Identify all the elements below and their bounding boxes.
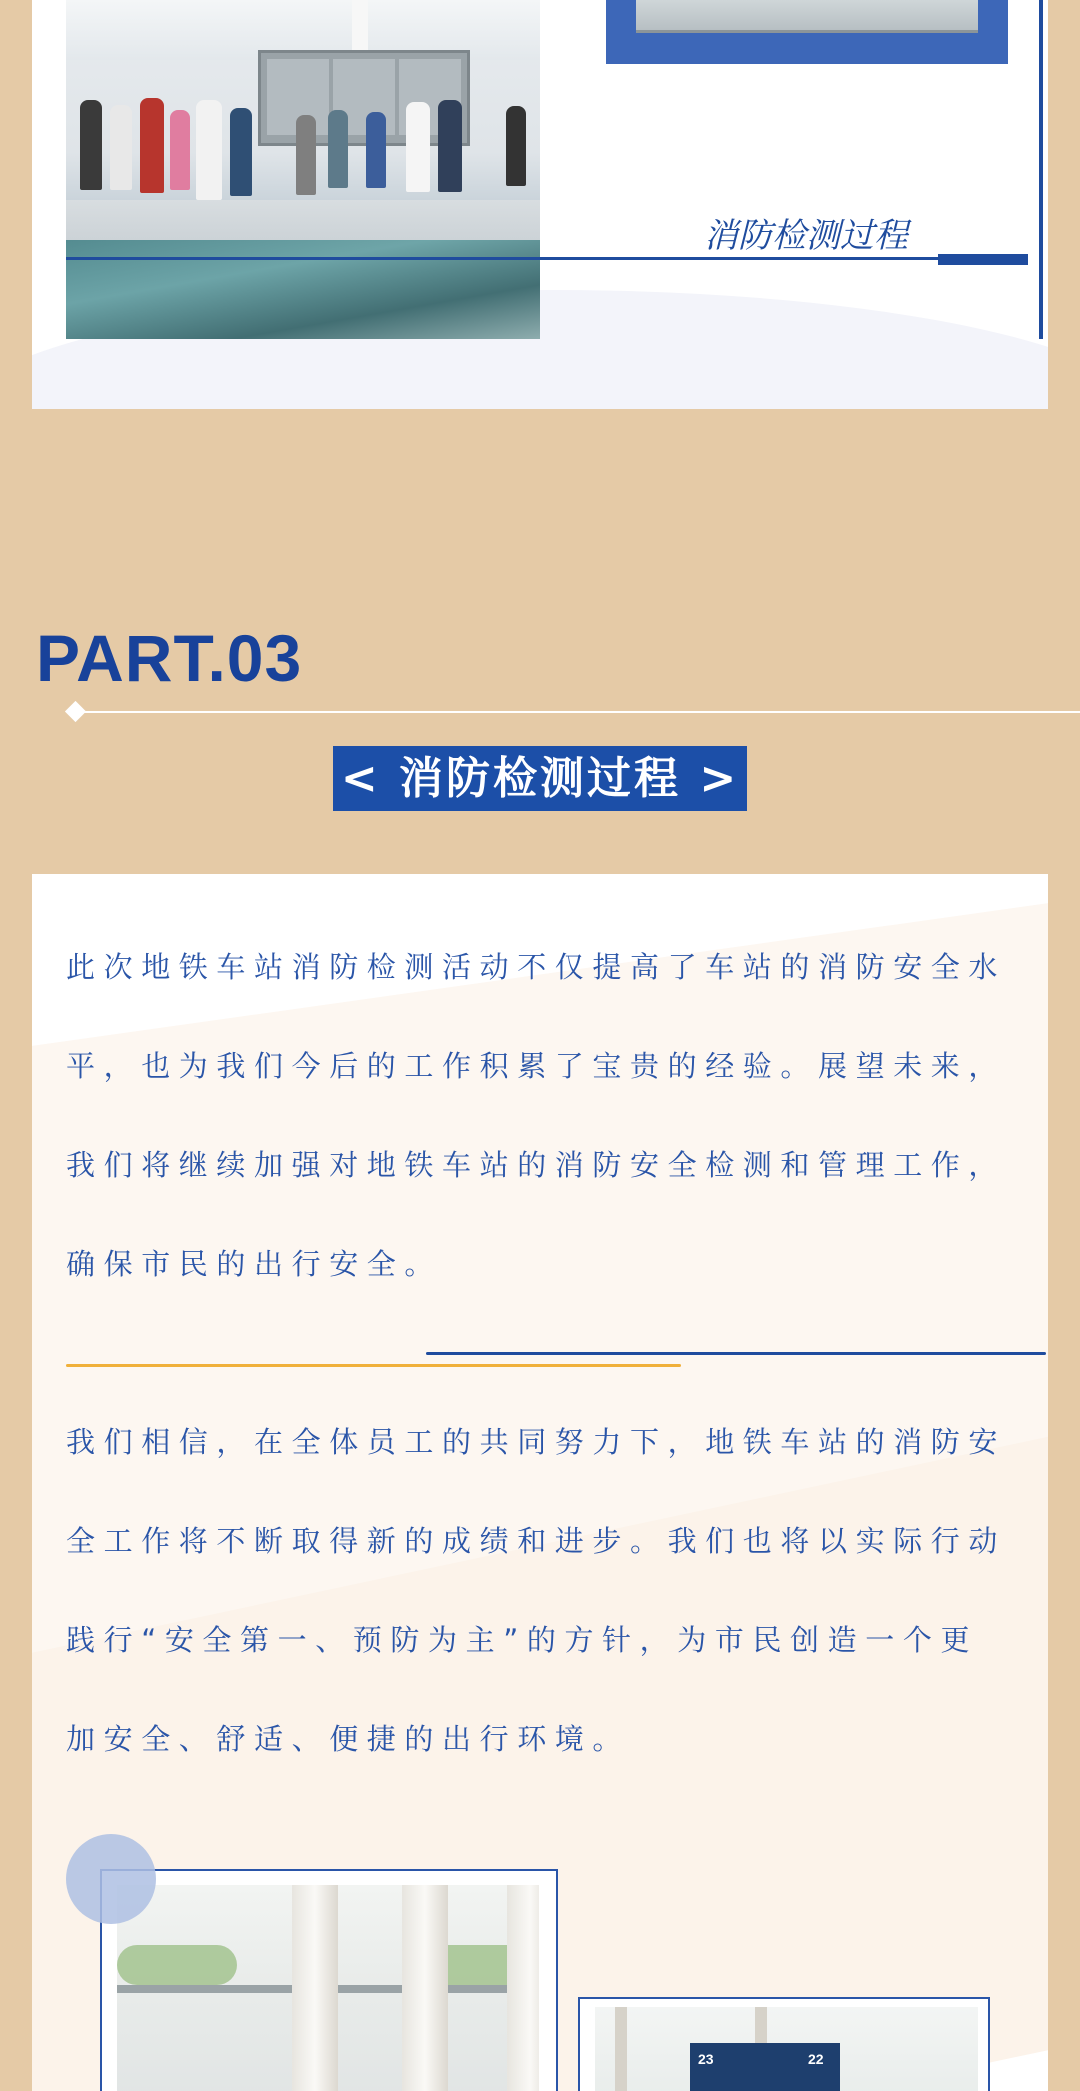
photo-column	[292, 1885, 338, 2091]
top-card	[32, 0, 1048, 409]
platform-number: 22	[808, 2051, 824, 2067]
photo-escalator-glass	[66, 240, 540, 339]
main-card	[32, 874, 1048, 2091]
platform-number: 23	[698, 2051, 714, 2067]
station-exterior-photo	[117, 1885, 539, 2091]
photo-column	[402, 1885, 448, 2091]
photo-column	[507, 1885, 539, 2091]
part-title: PART.03	[36, 621, 303, 695]
paragraph-1	[66, 918, 1046, 1314]
paragraph-line: 我们相信，在全体员工的共同努力下，地铁车站的消防安	[66, 1425, 1007, 1459]
divider-diamond-icon	[65, 701, 86, 722]
framed-photo-fragment	[636, 0, 978, 33]
divider-orange	[66, 1364, 681, 1367]
divider-blue	[426, 1352, 1046, 1355]
paragraph-line: 我们将继续加强对地铁车站的消防安全检测和管理工作，	[66, 1148, 1007, 1182]
paragraph-2	[66, 1393, 1046, 1789]
paragraph-line: 践行“安全第一、预防为主”的方针，为市民创造一个更	[66, 1623, 979, 1657]
photo-caption: 消防检测过程	[704, 216, 908, 256]
platform-sign-photo	[595, 2007, 978, 2091]
paragraph-line: 平，也为我们今后的工作积累了宝贵的经验。展望未来，	[66, 1049, 1007, 1083]
paragraph-line: 全工作将不断取得新的成绩和进步。我们也将以实际行动	[66, 1524, 1007, 1558]
platform-sign	[690, 2043, 840, 2091]
vertical-accent-line	[1039, 0, 1043, 339]
photo-post	[615, 2007, 627, 2091]
photo-frame-blue	[606, 0, 1008, 64]
caption-underline-bar	[938, 254, 1028, 265]
station-platform-photo	[66, 0, 540, 339]
paragraph-line: 此次地铁车站消防检测活动不仅提高了车站的消防安全水	[66, 950, 1007, 984]
paragraph-line: 加安全、舒适、便捷的出行环境。	[66, 1722, 631, 1756]
caption-underline	[66, 257, 939, 260]
paragraph-line: 确保市民的出行安全。	[66, 1247, 443, 1281]
section-tag: < 消防检测过程 >	[333, 746, 747, 811]
decorative-circle	[66, 1834, 156, 1924]
photo-trees	[117, 1945, 237, 1985]
part-title-divider	[75, 711, 1080, 713]
